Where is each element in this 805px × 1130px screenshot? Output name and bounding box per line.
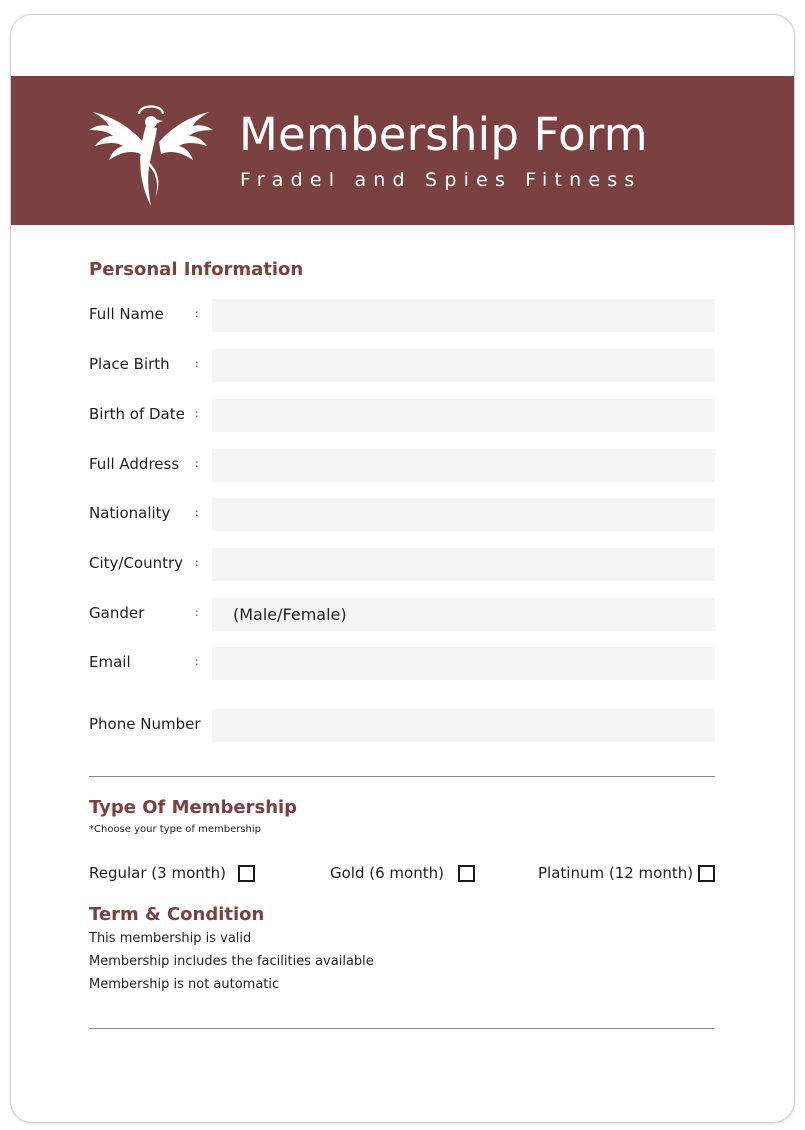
nationality-input[interactable] (212, 498, 715, 531)
term-line: Membership is not automatic (89, 977, 280, 992)
field-colon: : (195, 307, 199, 320)
option-label: Gold (6 month) (330, 864, 444, 882)
membership-option-regular (89, 864, 259, 882)
regular-checkbox[interactable] (238, 865, 255, 882)
section-title-personal-information: Personal Information (89, 259, 304, 280)
gender-input[interactable]: (Male/Female) (212, 598, 715, 631)
membership-option-gold (330, 864, 480, 882)
form-row-gender (89, 598, 715, 631)
full-name-input[interactable] (212, 299, 715, 332)
city-country-input[interactable] (212, 548, 715, 581)
field-label: Nationality (89, 504, 171, 522)
field-colon: : (195, 606, 199, 619)
option-label: Platinum (12 month) (538, 864, 694, 882)
header-banner (11, 76, 794, 225)
form-row-phone-number (89, 709, 715, 742)
platinum-checkbox[interactable] (698, 865, 715, 882)
footer-divider (89, 1028, 715, 1029)
section-divider (89, 776, 715, 777)
field-label: Full Name (89, 305, 164, 323)
form-row-full-name (89, 299, 715, 332)
phoenix-logo-icon (89, 102, 213, 208)
form-row-full-address (89, 449, 715, 482)
section-title-terms: Term & Condition (89, 904, 265, 925)
birth-of-date-input[interactable] (212, 399, 715, 432)
field-label: City/Country (89, 554, 184, 572)
field-colon: : (195, 506, 199, 519)
form-row-city-country (89, 548, 715, 581)
term-line: This membership is valid (89, 931, 252, 946)
form-row-place-birth (89, 349, 715, 382)
field-colon: : (195, 655, 199, 668)
form-title: Membership Form (239, 108, 648, 161)
email-input[interactable] (212, 647, 715, 680)
section-title-membership: Type Of Membership (89, 797, 298, 818)
term-line: Membership includes the facilities available (89, 954, 374, 969)
field-colon: : (195, 407, 199, 420)
field-label: Phone Number (89, 715, 201, 733)
place-birth-input[interactable] (212, 349, 715, 382)
form-subtitle: Fradel and Spies Fitness (240, 169, 642, 191)
form-row-email (89, 647, 715, 680)
field-label: Place Birth (89, 355, 170, 373)
membership-note: *Choose your type of membership (89, 824, 262, 835)
field-label: Gander (89, 604, 145, 622)
option-label: Regular (3 month) (89, 864, 226, 882)
membership-option-platinum (538, 864, 718, 882)
full-address-input[interactable] (212, 449, 715, 482)
field-colon: : (195, 556, 199, 569)
phone-number-input[interactable] (212, 709, 715, 742)
field-label: Full Address (89, 455, 180, 473)
field-label: Birth of Date (89, 405, 185, 423)
form-row-birth-of-date (89, 399, 715, 432)
form-page (10, 14, 795, 1123)
form-row-nationality (89, 498, 715, 531)
field-label: Email (89, 653, 131, 671)
gold-checkbox[interactable] (458, 865, 475, 882)
field-colon: : (195, 357, 199, 370)
field-colon: : (195, 457, 199, 470)
